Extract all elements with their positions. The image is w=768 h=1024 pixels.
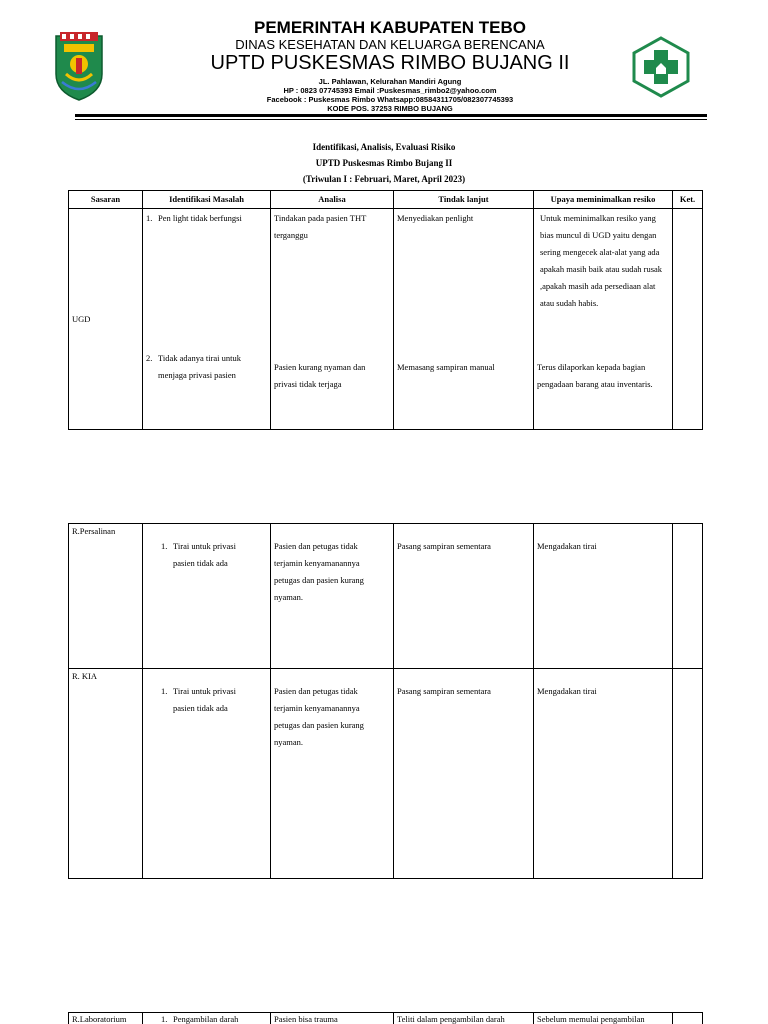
ket-cell bbox=[673, 1013, 703, 1024]
list-item: 2. Tidak adanya tirai untuk menjaga privasi pasien bbox=[146, 353, 242, 380]
analisa-cell: Pasien bisa trauma bbox=[271, 1013, 394, 1024]
header-tindak-lanjut: Tindak lanjut bbox=[394, 191, 534, 209]
letterhead bbox=[0, 0, 768, 120]
ket-cell bbox=[673, 669, 703, 879]
header-sasaran: Sasaran bbox=[69, 191, 143, 209]
letterhead-divider-thin bbox=[75, 119, 707, 120]
risk-table-persalinan-kia bbox=[68, 523, 703, 879]
government-name: PEMERINTAH KABUPATEN TEBO bbox=[254, 18, 526, 37]
tindak-lanjut-cell: Menyediakan penlight Memasang sampiran manual bbox=[394, 209, 534, 430]
ket-cell bbox=[673, 524, 703, 669]
upaya-cell: Mengadakan tirai bbox=[534, 524, 673, 669]
letterhead-divider-thick bbox=[75, 114, 707, 117]
tindak-lanjut-cell: Pasang sampiran sementara bbox=[394, 669, 534, 879]
list-item: 1. Tirai untuk privasi pasien tidak ada bbox=[161, 686, 236, 713]
analisa-cell: Tindakan pada pasien THT terganggu Pasien kurang nyaman dan privasi tidak terjaga bbox=[271, 209, 394, 430]
document-subtitle: UPTD Puskesmas Rimbo Bujang II bbox=[315, 158, 453, 168]
tebo-regency-emblem-icon bbox=[52, 30, 106, 102]
table-row bbox=[69, 1013, 703, 1024]
department-name: DINAS KESEHATAN DAN KELUARGA BERENCANA bbox=[235, 37, 545, 52]
upaya-cell: Mengadakan tirai bbox=[534, 669, 673, 879]
masalah-cell bbox=[143, 669, 271, 879]
postal-code: KODE POS. 37253 RIMBO BUJANG bbox=[327, 104, 453, 113]
analisa-cell: Pasien dan petugas tidak terjamin kenyamanannya petugas dan pasien kurang nyaman. bbox=[271, 669, 394, 879]
table-row bbox=[69, 209, 703, 430]
sasaran-cell: R. KIA bbox=[69, 669, 143, 879]
header-analisa: Analisa bbox=[271, 191, 394, 209]
document-titles bbox=[0, 139, 768, 187]
header-identifikasi: Identifikasi Masalah bbox=[143, 191, 271, 209]
masalah-cell bbox=[143, 1013, 271, 1024]
table-row bbox=[69, 669, 703, 879]
list-item: 1. Pen light tidak berfungsi bbox=[146, 213, 242, 223]
tindak-lanjut-cell: Pasang sampiran sementara bbox=[394, 524, 534, 669]
analisa-cell: Pasien dan petugas tidak terjamin kenyamanannya petugas dan pasien kurang nyaman. bbox=[271, 524, 394, 669]
ket-cell bbox=[673, 209, 703, 430]
risk-table-ugd bbox=[68, 190, 703, 430]
address: JL. Pahlawan, Kelurahan Mandiri Agung bbox=[318, 77, 462, 86]
masalah-cell bbox=[143, 524, 271, 669]
document-title: Identifikasi, Analisis, Evaluasi Risiko bbox=[312, 142, 456, 152]
document-period: (Triwulan I : Februari, Maret, April 2023) bbox=[302, 174, 466, 184]
header-upaya: Upaya meminimalkan resiko bbox=[534, 191, 673, 209]
list-item: 1. Pengambilan darah bbox=[161, 1014, 239, 1024]
tindak-lanjut-cell: Teliti dalam pengambilan darah bbox=[394, 1013, 534, 1024]
list-item: 1. Tirai untuk privasi pasien tidak ada bbox=[161, 541, 236, 568]
risk-table-laboratorium bbox=[68, 1012, 703, 1024]
contact-phone-email: HP : 0823 07745393 Email :Puskesmas_rimbo2@yahoo.com bbox=[283, 86, 497, 95]
letterhead-text bbox=[180, 18, 600, 113]
table-header-row bbox=[69, 191, 703, 209]
contact-social: Facebook : Puskesmas Rimbo Whatsapp:08584311705/082307745393 bbox=[266, 95, 514, 104]
masalah-cell bbox=[143, 209, 271, 430]
header-ket: Ket. bbox=[673, 191, 703, 209]
upaya-cell: Untuk meminimalkan resiko yang bias muncul di UGD yaitu dengan sering mengecek alat-alat yang ada apakah masih baik atau sudah rusak ,apakah masih ada persediaan alat atau sudah habis. Terus dilaporkan kepada bagian pengadaan barang atau inventaris. bbox=[534, 209, 673, 430]
sasaran-cell: R.Persalinan bbox=[69, 524, 143, 669]
upaya-cell: Sebelum memulai pengambilan bbox=[534, 1013, 673, 1024]
table-row bbox=[69, 524, 703, 669]
institution-name: UPTD PUSKESMAS RIMBO BUJANG II bbox=[210, 52, 570, 74]
sasaran-cell: UGD bbox=[69, 209, 143, 430]
puskesmas-logo-icon bbox=[630, 36, 692, 98]
sasaran-cell: R.Laboratorium bbox=[69, 1013, 143, 1024]
